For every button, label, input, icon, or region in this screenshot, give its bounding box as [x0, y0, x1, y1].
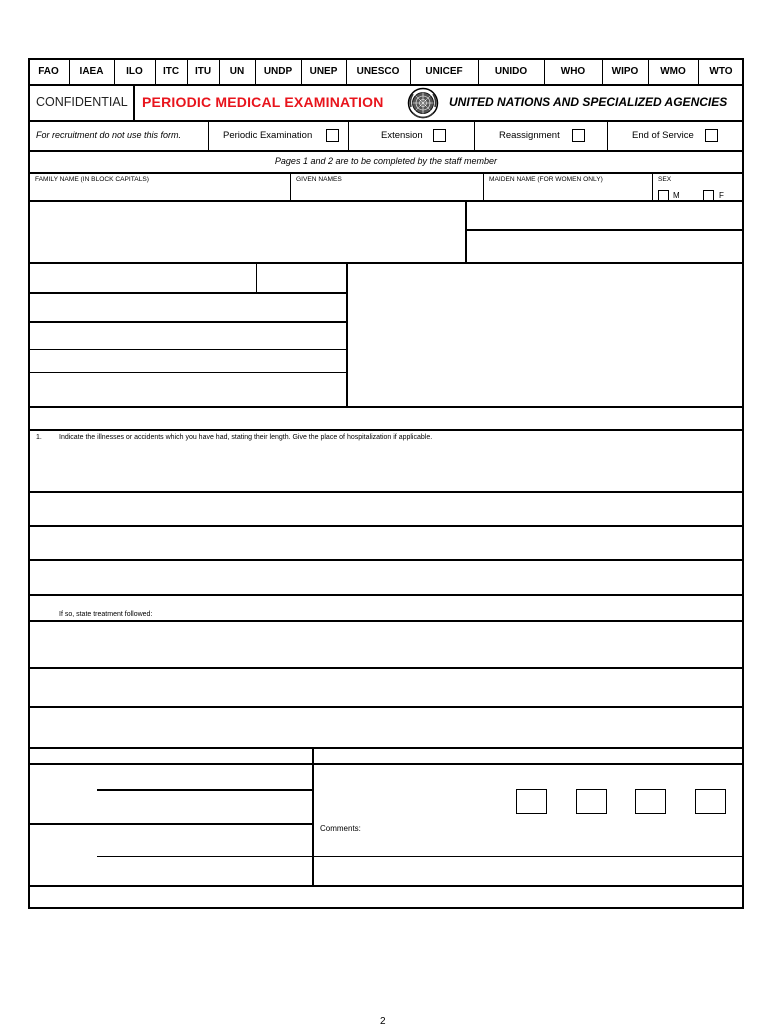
- agency-unesco: UNESCO: [356, 66, 400, 77]
- q-line-1: [28, 491, 744, 493]
- organization-name: UNITED NATIONS AND SPECIALIZED AGENCIES: [449, 95, 728, 109]
- end-of-service-label: End of Service: [632, 130, 694, 141]
- header-divider: [133, 84, 135, 122]
- contact-block: [28, 262, 744, 408]
- contact-line-4: [28, 372, 347, 373]
- q-line-3: [28, 559, 744, 561]
- bottom-line-2: [97, 789, 313, 791]
- bottom-line-4: [97, 856, 313, 857]
- periodic-exam-checkbox[interactable]: [326, 129, 339, 142]
- reassignment-label: Reassignment: [499, 130, 560, 141]
- maiden-name-label: MAIDEN NAME (FOR WOMEN ONLY): [489, 176, 603, 183]
- agency-wipo: WIPO: [611, 66, 639, 77]
- exam-divider-2: [348, 121, 349, 151]
- rating-box-4[interactable]: [695, 789, 726, 814]
- sex-m-label: M: [673, 191, 680, 200]
- personal-divider-3: [652, 173, 653, 201]
- contact-block-divider: [346, 262, 348, 408]
- agency-itu: ITU: [194, 66, 212, 77]
- personal-divider-2: [483, 173, 484, 201]
- personal-block-hline: [465, 229, 744, 231]
- q-line-2: [28, 525, 744, 527]
- given-names-label: GIVEN NAMES: [296, 176, 342, 183]
- contact-line-3: [28, 349, 347, 350]
- treatment-label: If so, state treatment followed:: [59, 611, 153, 618]
- contact-line-2: [28, 321, 347, 323]
- form-title: PERIODIC MEDICAL EXAMINATION: [142, 94, 384, 110]
- instruction-text: Pages 1 and 2 are to be completed by the staff member: [274, 156, 498, 166]
- agency-unido: UNIDO: [494, 66, 528, 77]
- rating-box-1[interactable]: [516, 789, 547, 814]
- exam-divider-1: [208, 121, 209, 151]
- periodic-exam-label: Periodic Examination: [223, 130, 313, 141]
- sex-f-label: F: [719, 191, 724, 200]
- contact-line-1: [28, 292, 347, 294]
- agency-un: UN: [229, 66, 245, 77]
- confidential-label: CONFIDENTIAL: [36, 95, 128, 109]
- un-emblem-icon: [406, 86, 440, 120]
- agency-undp: UNDP: [263, 66, 293, 77]
- agency-wto: WTO: [709, 66, 733, 77]
- sex-label: SEX: [658, 176, 672, 183]
- personal-details-block: [28, 200, 744, 264]
- reassignment-checkbox[interactable]: [572, 129, 585, 142]
- question-block: [28, 429, 744, 749]
- page-number: 2: [380, 1016, 386, 1027]
- q1-number: 1.: [36, 434, 42, 441]
- bottom-line-5: [313, 856, 744, 857]
- end-of-service-checkbox[interactable]: [705, 129, 718, 142]
- q-line-5: [28, 620, 744, 622]
- comments-label: Comments:: [320, 824, 361, 833]
- rating-box-3[interactable]: [635, 789, 666, 814]
- agency-itc: ITC: [162, 66, 180, 77]
- agency-ilo: ILO: [126, 66, 143, 77]
- q-line-7: [28, 706, 744, 708]
- exam-divider-4: [607, 121, 608, 151]
- q-line-6: [28, 667, 744, 669]
- bottom-divider: [312, 747, 314, 887]
- agency-wmo: WMO: [660, 66, 686, 77]
- rating-box-2[interactable]: [576, 789, 607, 814]
- bottom-line-3: [28, 823, 313, 825]
- bottom-line-1: [28, 763, 744, 765]
- recruitment-note: For recruitment do not use this form.: [36, 130, 182, 140]
- agency-unicef: UNICEF: [425, 66, 463, 77]
- spacer-row: [28, 406, 744, 431]
- agency-unep: UNEP: [309, 66, 338, 77]
- agency-fao: FAO: [38, 66, 59, 77]
- extension-label: Extension: [381, 130, 423, 141]
- agency-iaea: IAEA: [79, 66, 104, 77]
- extension-checkbox[interactable]: [433, 129, 446, 142]
- personal-divider-1: [290, 173, 291, 201]
- contact-small-divider: [256, 263, 257, 293]
- q-line-4: [28, 594, 744, 596]
- personal-block-divider: [465, 200, 467, 264]
- agency-who: WHO: [560, 66, 586, 77]
- exam-divider-3: [474, 121, 475, 151]
- q1-text: Indicate the illnesses or accidents which you have had, stating their length. Give the place of hospitalization if applicable.: [59, 434, 433, 441]
- family-name-label: FAMILY NAME (IN BLOCK CAPITALS): [35, 176, 149, 183]
- bottom-line-6: [28, 885, 744, 887]
